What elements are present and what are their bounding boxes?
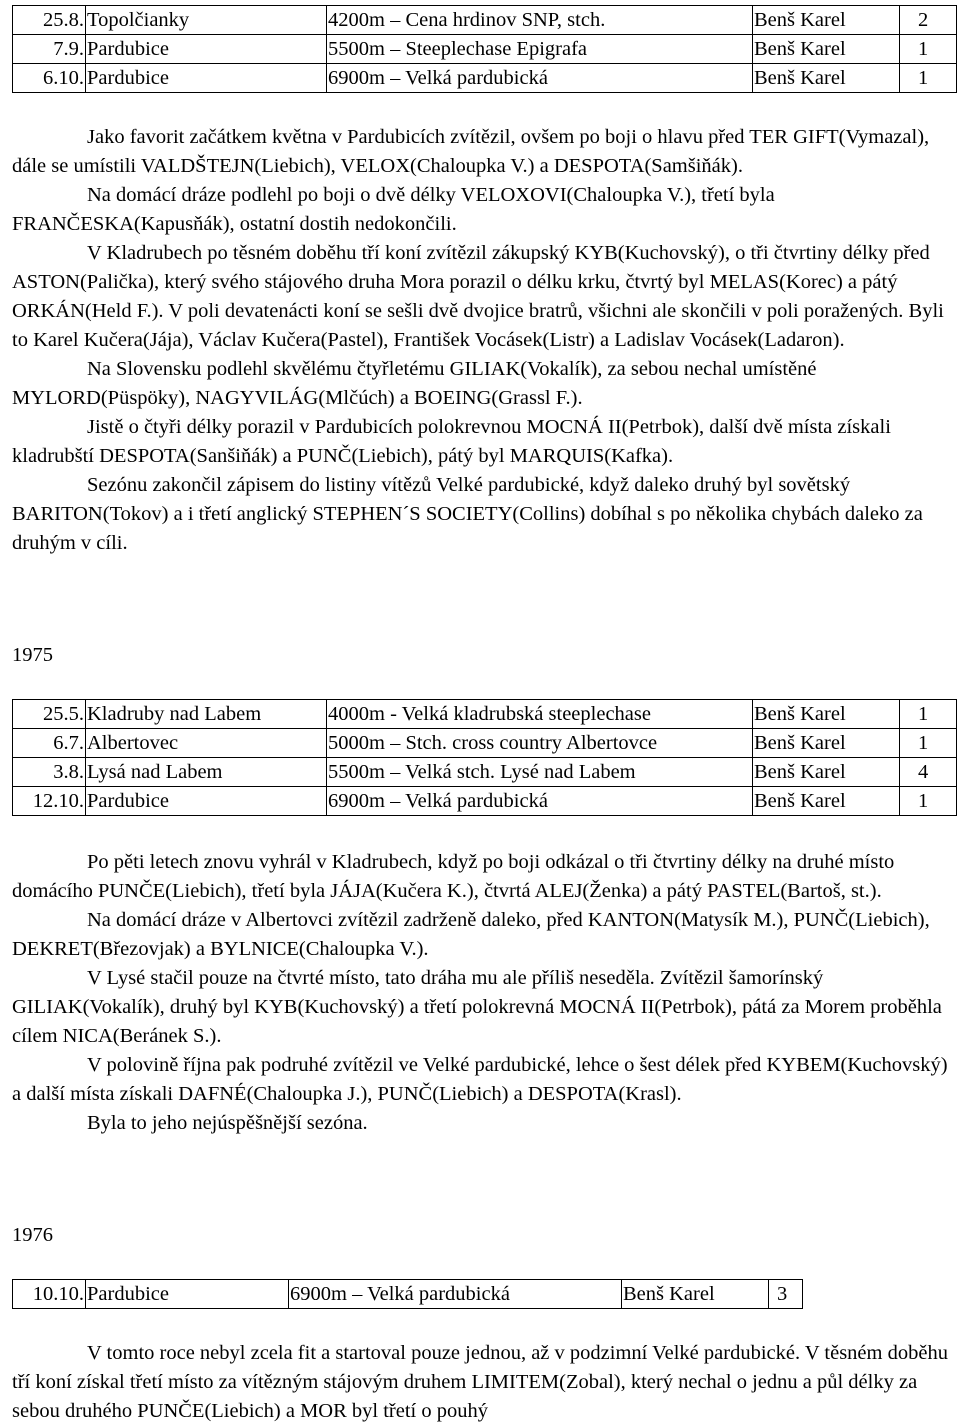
- race-name: 6900m – Velká pardubická: [327, 787, 753, 816]
- race-venue: Pardubice: [86, 787, 327, 816]
- race-result: 1: [900, 700, 957, 729]
- paragraph: Jistě o čtyři délky porazil v Pardubicích polokrevnou MOCNÁ II(Petrbok), další dvě místa získali kladrubští DESPOTA(Sanšiňák) a PUNČ(Liebich), pátý byl MARQUIS(Kafka).: [12, 416, 891, 467]
- text-block-1976: [12, 1339, 956, 1426]
- race-date: 6.7.: [13, 729, 86, 758]
- year-heading-1976: 1976: [12, 1224, 53, 1246]
- table-row: [13, 6, 957, 35]
- race-name: 5500m – Velká stch. Lysé nad Labem: [327, 758, 753, 787]
- paragraph: V tomto roce nebyl zcela fit a startoval pouze jednou, až v podzimní Velké pardubické. V těsném doběhu tří koní získal třetí místo za vítězným stájovým druhem LIMITEM(Zobal), který nechal o jednu a půl délky za sebou druhého PUNČE(Liebich) a MOR byl třetí o pouhý: [12, 1342, 948, 1422]
- race-venue: Lysá nad Labem: [86, 758, 327, 787]
- race-venue: Pardubice: [86, 1280, 289, 1309]
- text-block-1975: [12, 848, 956, 1138]
- table-row: [13, 758, 957, 787]
- race-date: 25.5.: [13, 700, 86, 729]
- year-heading-1975: 1975: [12, 644, 53, 666]
- race-jockey: Benš Karel: [622, 1280, 769, 1309]
- results-table-1976: [12, 1279, 803, 1309]
- race-date: 12.10.: [13, 787, 86, 816]
- paragraph: V Kladrubech po těsném doběhu tří koní zvítězil zákupský KYB(Kuchovský), o tři čtvrtiny délky před ASTON(Palička), který svého stájového druha Mora porazil o délku krku, čtvrtý byl MELAS(Korec) a pátý ORKÁN(Held F.). V poli devatenácti koní se sešli dvě dvojice bratrů, všichni ale skončili v poli poražených. Byli to Karel Kučera(Jája), Václav Kučera(Pastel), František Vocásek(Listr) a Ladislav Vocásek(Ladaron).: [12, 242, 944, 351]
- race-date: 3.8.: [13, 758, 86, 787]
- paragraph: Po pěti letech znovu vyhrál v Kladrubech, když po boji odkázal o tři čtvrtiny délky na druhé místo domácího PUNČE(Liebich), třetí byla JÁJA(Kučera K.), čtvrtá ALEJ(Ženka) a pátý PASTEL(Bartoš, st.).: [12, 851, 895, 902]
- race-venue: Topolčianky: [86, 6, 327, 35]
- race-venue: Albertovec: [86, 729, 327, 758]
- race-result: 1: [900, 787, 957, 816]
- table-row: [13, 35, 957, 64]
- paragraph: Byla to jeho nejúspěšnější sezóna.: [87, 1112, 368, 1134]
- race-name: 5000m – Stch. cross country Albertovce: [327, 729, 753, 758]
- results-table-1975: [12, 699, 957, 816]
- table-row: [13, 729, 957, 758]
- race-result: 2: [900, 6, 957, 35]
- paragraph: Na Slovensku podlehl skvělému čtyřletému GILIAK(Vokalík), za sebou nechal umístěné MYLORD(Püspöky), NAGYVILÁG(Mlčúch) a BOEING(Grassl F.).: [12, 358, 817, 409]
- paragraph: Na domácí dráze podlehl po boji o dvě délky VELOXOVI(Chaloupka V.), třetí byla FRANČESKA(Kapusňák), ostatní dostih nedokončili.: [12, 184, 775, 235]
- table-row: [13, 700, 957, 729]
- race-result: 4: [900, 758, 957, 787]
- race-name: 4200m – Cena hrdinov SNP, stch.: [327, 6, 753, 35]
- race-name: 6900m – Velká pardubická: [289, 1280, 622, 1309]
- race-venue: Kladruby nad Labem: [86, 700, 327, 729]
- race-name: 6900m – Velká pardubická: [327, 64, 753, 93]
- paragraph: V Lysé stačil pouze na čtvrté místo, tato dráha mu ale příliš neseděla. Zvítězil šamorínský GILIAK(Vokalík), druhý byl KYB(Kuchovský) a třetí polokrevná MOCNÁ II(Petrbok), pátá za Morem proběhla cílem NICA(Beránek S.).: [12, 967, 942, 1047]
- race-jockey: Benš Karel: [753, 6, 900, 35]
- paragraph: Na domácí dráze v Albertovci zvítězil zadrženě daleko, před KANTON(Matysík M.), PUNČ(Liebich), DEKRET(Březovjak) a BYLNICE(Chaloupka V.).: [12, 909, 930, 960]
- paragraph: Sezónu zakončil zápisem do listiny vítězů Velké pardubické, když daleko druhý byl sovětský BARITON(Tokov) a i třetí anglický STEPHEN´S SOCIETY(Collins) dobíhal s po několika chybách daleko za druhým v cíli.: [12, 474, 923, 554]
- race-date: 25.8.: [13, 6, 86, 35]
- table-row: [13, 1280, 803, 1309]
- race-date: 6.10.: [13, 64, 86, 93]
- table-row: [13, 787, 957, 816]
- race-result: 3: [769, 1280, 803, 1309]
- results-table-1974: [12, 5, 957, 93]
- race-jockey: Benš Karel: [753, 787, 900, 816]
- paragraph: V polovině října pak podruhé zvítězil ve Velké pardubické, lehce o šest délek před KYBEM(Kuchovský) a další místa získali DAFNÉ(Chaloupka J.), PUNČ(Liebich) a DESPOTA(Krasl).: [12, 1054, 948, 1105]
- race-jockey: Benš Karel: [753, 758, 900, 787]
- race-result: 1: [900, 64, 957, 93]
- race-jockey: Benš Karel: [753, 700, 900, 729]
- text-block-1974: [12, 123, 956, 558]
- race-date: 7.9.: [13, 35, 86, 64]
- race-venue: Pardubice: [86, 35, 327, 64]
- table-row: [13, 64, 957, 93]
- race-result: 1: [900, 35, 957, 64]
- race-jockey: Benš Karel: [753, 35, 900, 64]
- race-jockey: Benš Karel: [753, 64, 900, 93]
- race-name: 4000m - Velká kladrubská steeplechase: [327, 700, 753, 729]
- race-name: 5500m – Steeplechase Epigrafa: [327, 35, 753, 64]
- race-jockey: Benš Karel: [753, 729, 900, 758]
- race-venue: Pardubice: [86, 64, 327, 93]
- paragraph: Jako favorit začátkem května v Pardubicích zvítězil, ovšem po boji o hlavu před TER GIFT(Vymazal), dále se umístili VALDŠTEJN(Liebich), VELOX(Chaloupka V.) a DESPOTA(Samšiňák).: [12, 126, 930, 177]
- race-result: 1: [900, 729, 957, 758]
- race-date: 10.10.: [13, 1280, 86, 1309]
